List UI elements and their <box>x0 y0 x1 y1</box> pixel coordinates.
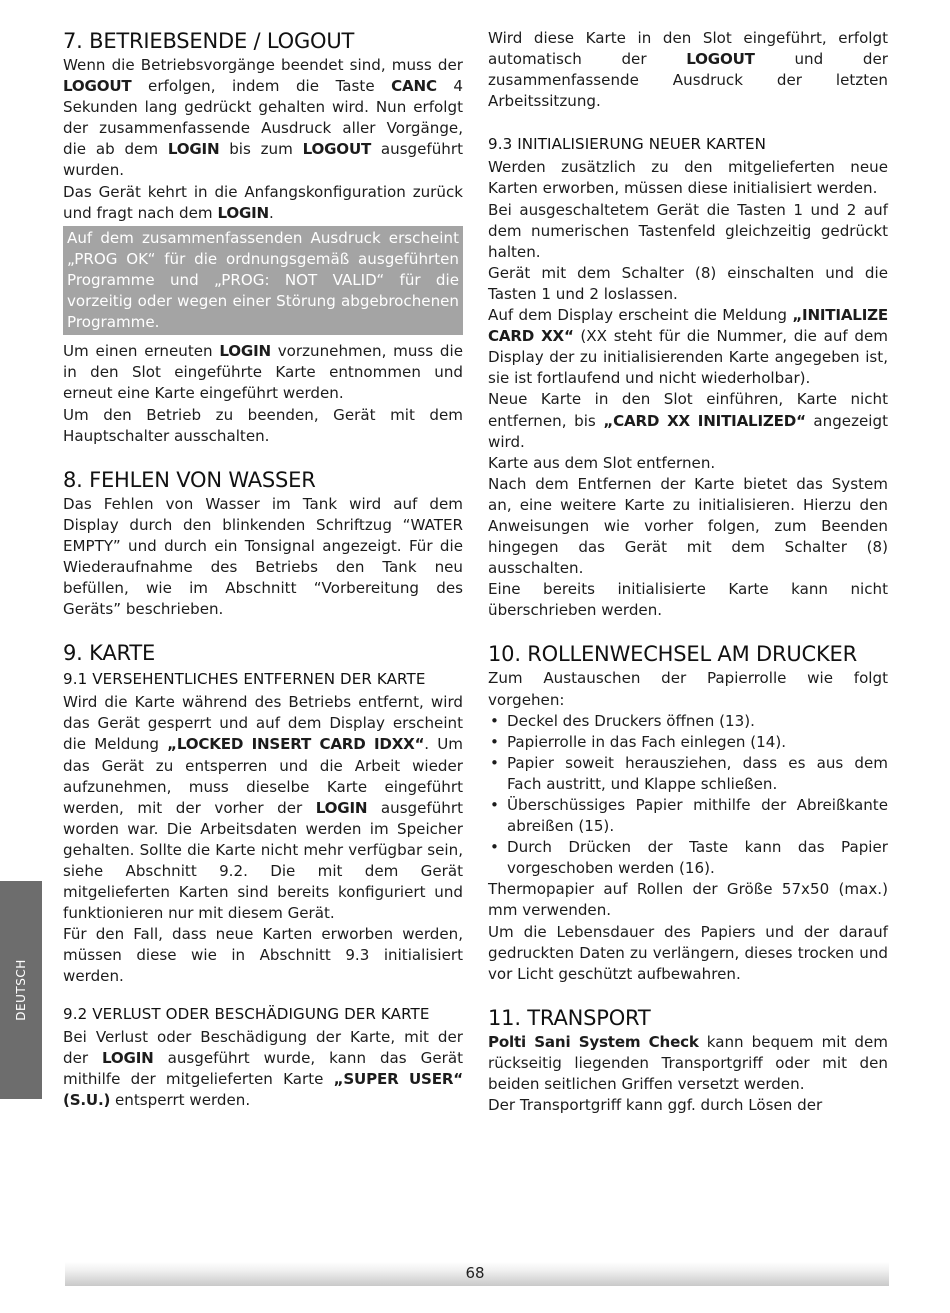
section-10-paragraph-3: Um die Lebensdauer des Papiers und der darauf gedruckten Daten zu verlängern, dieses trocken und vor Licht geschützt aufbewahren. <box>488 922 888 983</box>
bold-term: Polti Sani System Check <box>488 1032 699 1051</box>
section-9-3-paragraph-3: Gerät mit dem Schalter (8) einschalten und die Tasten 1 und 2 loslassen. <box>488 263 888 303</box>
language-label: DEUTSCH <box>14 959 28 1021</box>
left-column <box>63 28 463 1111</box>
section-10-paragraph-1: Zum Austauschen der Papierrolle wie folgt vorgehen: <box>488 669 888 709</box>
list-item: • Papierrolle in das Fach einlegen (14). <box>488 732 888 753</box>
section-7-title: 7. BETRIEBSENDE / LOGOUT <box>63 29 355 53</box>
bold-term: CANC <box>391 77 437 96</box>
right-column <box>488 28 888 1116</box>
list-item: • Durch Drücken der Taste kann das Papier vorgeschoben werden (16). <box>488 837 888 879</box>
section-9-2-paragraph-1: Bei Verlust oder Beschädigung der Karte, mit der der LOGIN ausgeführt wurde, kann das Gerät mithilfe der mitgelieferten Karte „SUPER USER“ (S.U.) entsperrt werden. <box>63 1027 463 1109</box>
section-9-1-subtitle: 9.1 VERSEHENTLICHES ENTFERNEN DER KARTE <box>63 670 426 689</box>
section-8-paragraph-1: Das Fehlen von Wasser im Tank wird auf dem Display durch den blinkenden Schriftzug “WATER EMPTY” und durch ein Tonsignal angezeigt. Für die Wiederaufnahme des Betriebs den Tank neu befüllen, wie im Abschnitt “Vorbereitung des Geräts” beschrieben. <box>63 494 463 619</box>
bold-term: LOGIN <box>102 1048 154 1067</box>
section-9-3-paragraph-5: Neue Karte in den Slot einführen, Karte nicht entfernen, bis „CARD XX INITIALIZED“ angezeigt wird. <box>488 390 888 451</box>
section-9-3-paragraph-6: Karte aus dem Slot entfernen. <box>488 453 716 472</box>
section-9-3-subtitle: 9.3 INITIALISIERUNG NEUER KARTEN <box>488 135 767 154</box>
bold-term: „SUPER USER“ (S.U.) <box>63 1069 463 1109</box>
bold-term: „INITIALIZE CARD XX“ <box>488 306 888 346</box>
section-7-paragraph-3: Um einen erneuten LOGIN vorzunehmen, muss die in den Slot eingeführte Karte entnommen und erneut eine Karte eingeführt werden. <box>63 342 463 403</box>
section-9-2-subtitle: 9.2 VERLUST ODER BESCHÄDIGUNG DER KARTE <box>63 1004 430 1023</box>
bold-term: „CARD XX INITIALIZED“ <box>603 411 806 430</box>
section-9-3-paragraph-4: Auf dem Display erscheint die Meldung „INITIALIZE CARD XX“ (XX steht für die Nummer, die auf dem Display der zu initialisierenden Karte angegeben ist, sie ist fortlaufend und nicht wiederholbar). <box>488 306 888 388</box>
section-7-paragraph-2: Das Gerät kehrt in die Anfangskonfiguration zurück und fragt nach dem LOGIN. <box>63 182 463 222</box>
section-9-1-paragraph-2: Für den Fall, dass neue Karten erworben werden, müssen diese wie in Abschnitt 9.3 initialisiert werden. <box>63 925 463 986</box>
section-7-note-box: Auf dem zusammenfassenden Ausdruck erscheint „PROG OK“ für die ordnungsgemäß ausgeführten Programme und „PROG: NOT VALID“ für die vorzeitig oder wegen einer Störung abgebrochenen Programme. <box>63 226 463 335</box>
bold-term: LOGIN <box>167 140 220 159</box>
bold-term: „LOCKED INSERT CARD IDXX“ <box>167 735 425 754</box>
bold-term: LOGOUT <box>302 140 372 159</box>
bold-term: LOGOUT <box>686 50 755 69</box>
page-number: 68 <box>465 1264 485 1282</box>
bold-term: LOGIN <box>219 342 271 361</box>
section-9-1-paragraph-1: Wird die Karte während des Betriebs entfernt, wird das Gerät gesperrt und auf dem Display erscheint die Meldung „LOCKED INSERT CARD IDXX“. Um das Gerät zu entsperren und die Arbeit wieder aufzunehmen, muss dieselbe Karte eingeführt werden, mit der vorher der LOGIN ausgeführt worden war. Die Arbeitsdaten werden im Speicher gehalten. Sollte die Karte nicht mehr verfügbar sein, siehe Abschnitt 9.2. Die mit dem Gerät mitgelieferten Karten sind bereits konfiguriert und funktionieren nur mit diesem Gerät. <box>63 693 463 923</box>
section-10-title: 10. ROLLENWECHSEL AM DRUCKER <box>488 642 858 667</box>
section-10-bullet-list <box>488 711 888 880</box>
section-9-3-paragraph-8: Eine bereits initialisierte Karte kann nicht überschrieben werden. <box>488 580 888 620</box>
list-item: • Deckel des Druckers öffnen (13). <box>488 711 888 732</box>
section-9-3-paragraph-7: Nach dem Entfernen der Karte bietet das System an, eine weitere Karte zu initialisieren. Hierzu den Anweisungen wie vorher folgen, zum Beenden hingegen das Gerät mit dem Schalter (8) ausschalten. <box>488 474 888 578</box>
section-9-title: 9. KARTE <box>63 641 156 666</box>
section-11-title: 11. TRANSPORT <box>488 1005 651 1030</box>
bold-term: LOGIN <box>315 798 368 817</box>
section-11-paragraph-1: Polti Sani System Check kann bequem mit dem rückseitig liegenden Transportgriff oder mit den beiden seitlichen Griffen versetzt werden. <box>488 1032 888 1094</box>
bold-term: LOGIN <box>217 203 269 222</box>
section-11-paragraph-2: Der Transportgriff kann ggf. durch Lösen der <box>488 1096 823 1115</box>
section-8-title: 8. FEHLEN VON WASSER <box>63 467 316 492</box>
language-side-tab <box>0 881 42 1099</box>
section-10-paragraph-2: Thermopapier auf Rollen der Größe 57x50 (max.) mm verwenden. <box>488 880 888 920</box>
section-7-paragraph-1: Wenn die Betriebsvorgänge beendet sind, muss der LOGOUT erfolgen, indem die Taste CANC 4 Sekunden lang gedrückt gehalten wird. Nun erfolgt der zusammenfassende Ausdruck aller Vorgänge, die ab dem LOGIN bis zum LOGOUT ausgeführt wurden. <box>63 56 464 180</box>
section-9-2-continuation: Wird diese Karte in den Slot eingeführt, erfolgt automatisch der LOGOUT und der zusammenfassende Ausdruck der letzten Arbeitssitzung. <box>488 29 888 111</box>
section-9-3-paragraph-1: Werden zusätzlich zu den mitgelieferten neue Karten erworben, müssen diese initialisiert werden. <box>488 158 888 198</box>
bold-term: LOGOUT <box>63 77 132 96</box>
list-item: • Überschüssiges Papier mithilfe der Abreißkante abreißen (15). <box>488 795 888 837</box>
section-9-3-paragraph-2: Bei ausgeschaltetem Gerät die Tasten 1 und 2 auf dem numerischen Tastenfeld gleichzeitig gedrückt halten. <box>488 200 888 261</box>
list-item: • Papier soweit herausziehen, dass es aus dem Fach austritt, und Klappe schließen. <box>488 753 888 795</box>
section-7-paragraph-4: Um den Betrieb zu beenden, Gerät mit dem Hauptschalter ausschalten. <box>63 405 463 445</box>
